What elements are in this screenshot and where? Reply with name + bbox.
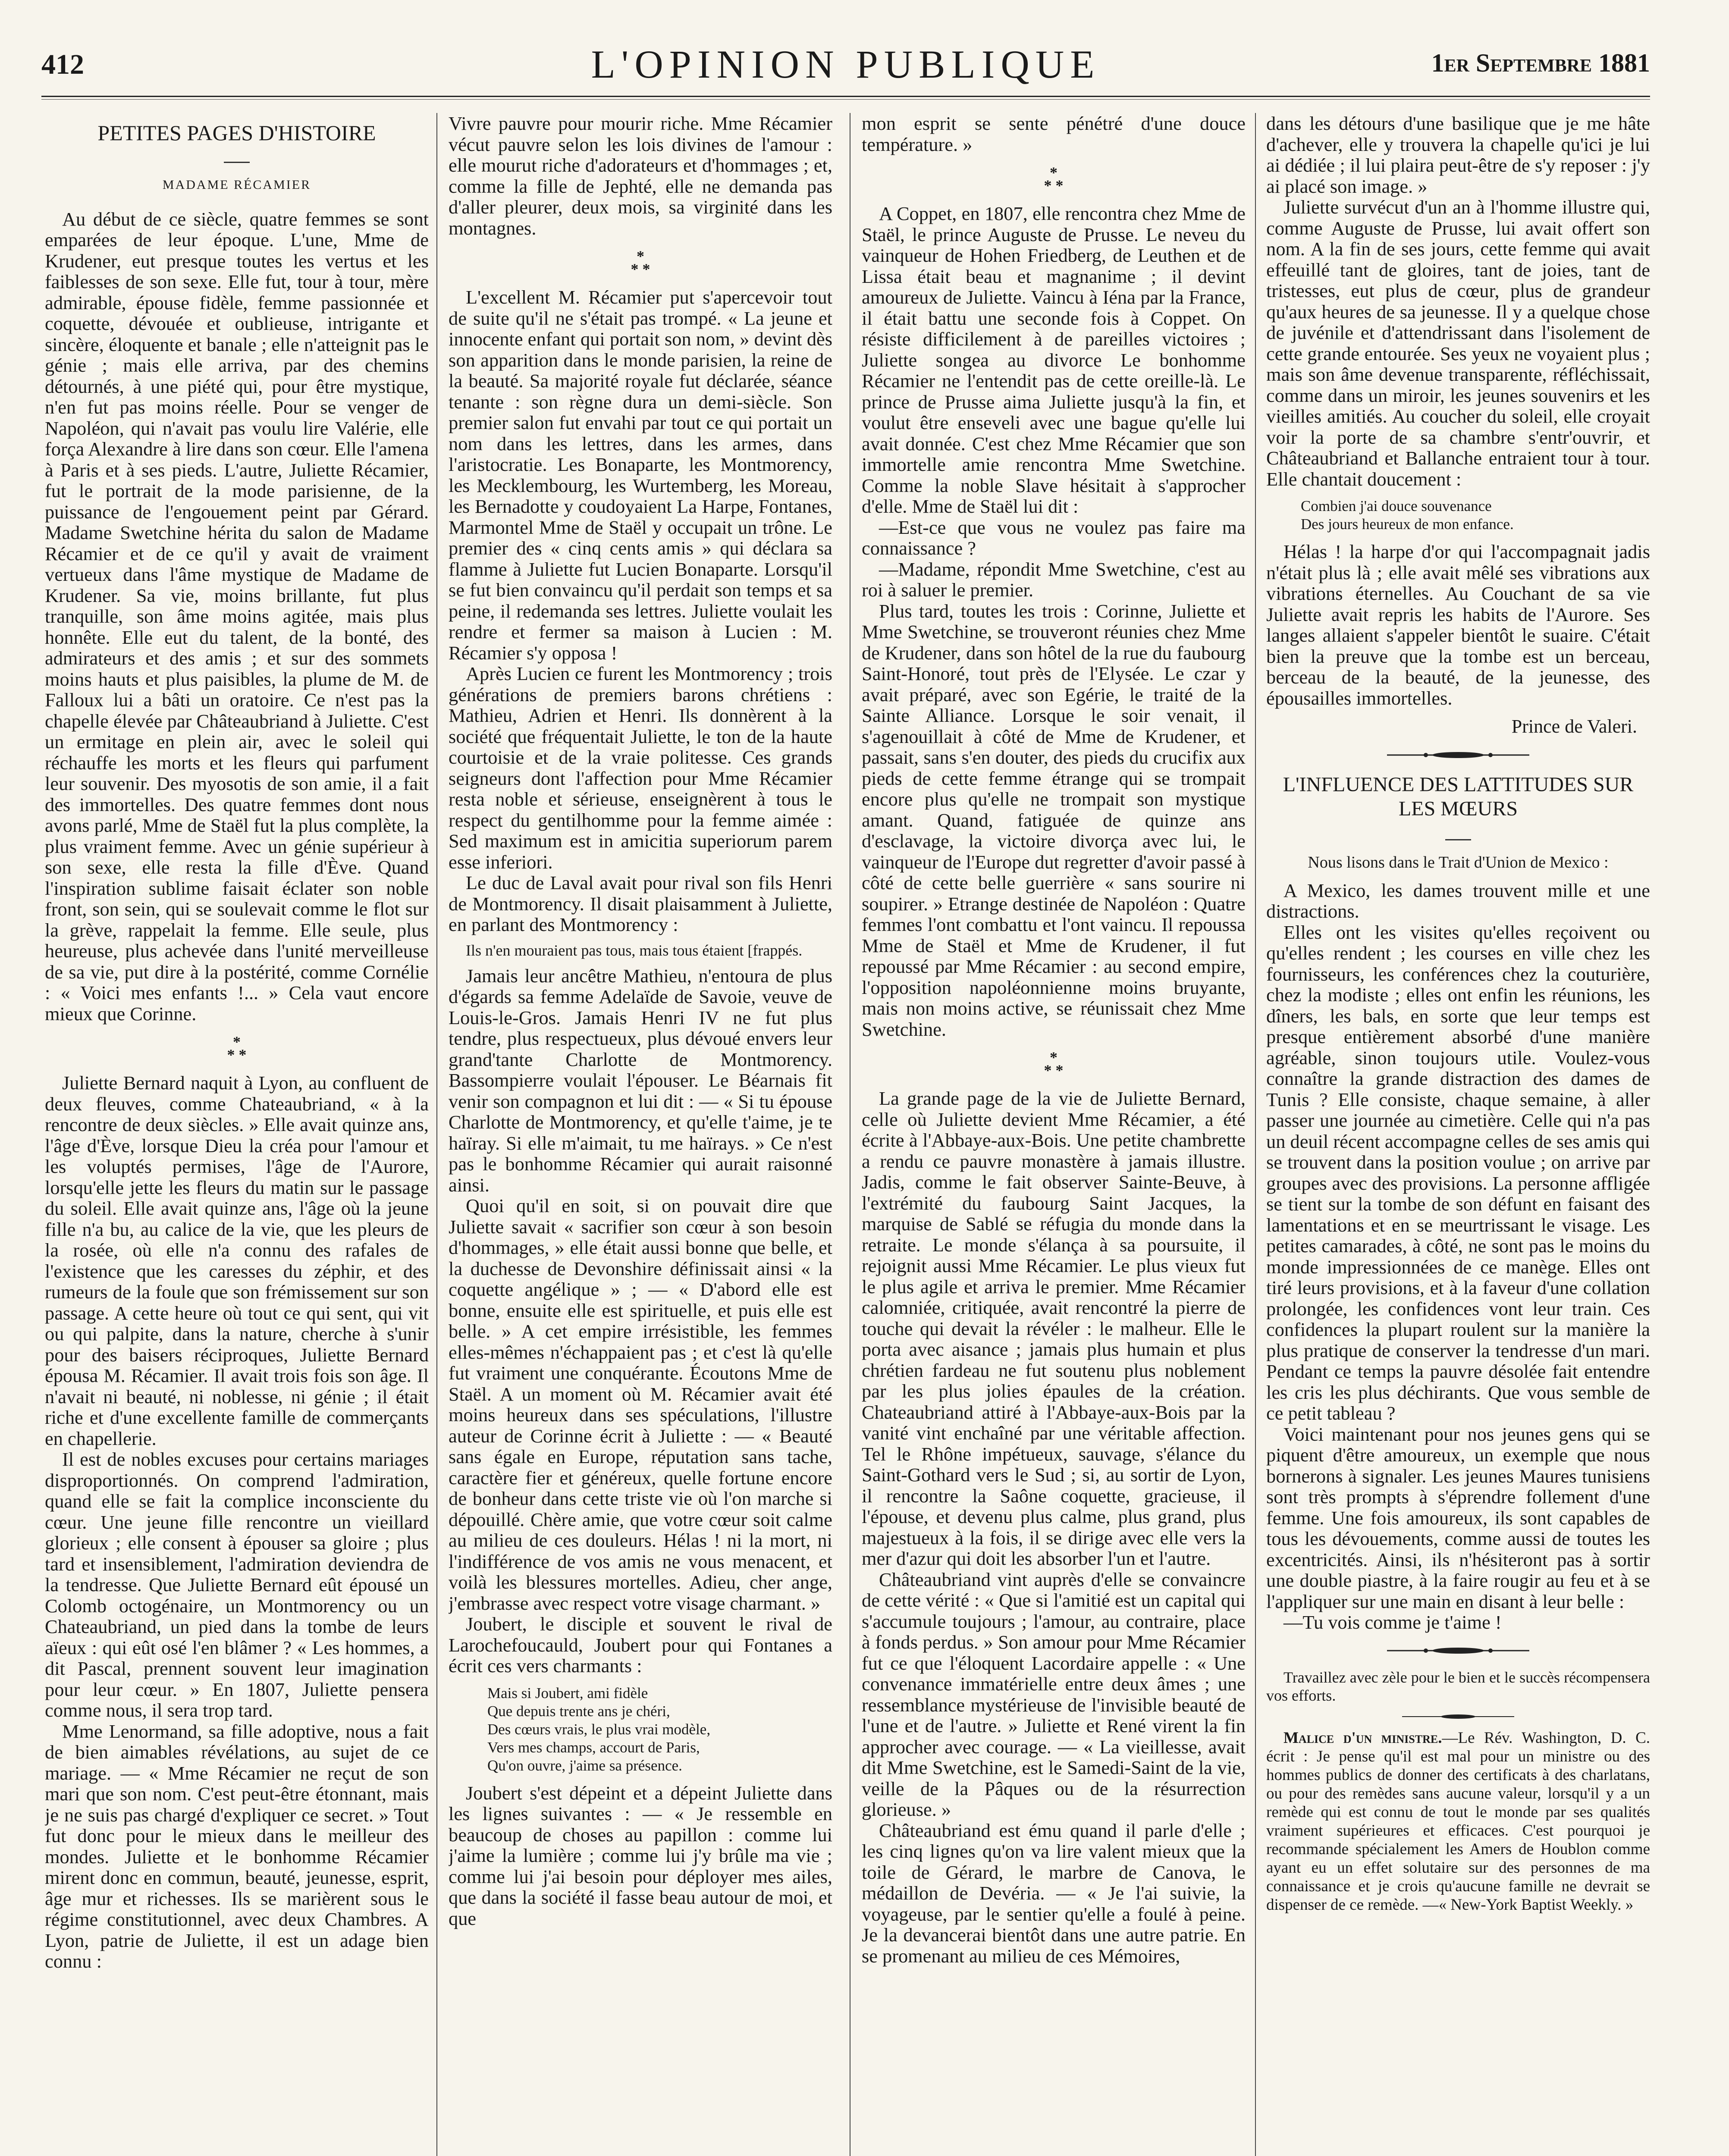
section-separator: * * * <box>227 1033 247 1063</box>
paragraph: Châteaubriand vint auprès d'elle se convaincre de cette vérité : « Que si l'amitié est un capital qui s'accumule toujours ; l'amour, au contraire, place à fonds perdus. » Son amour pour Mme Récamier fut ce que l'éloquent Lacordaire appelle : « Une convenance immatérielle entre deux âmes ; une ressemblance mystérieuse de l'invisible beauté de l'une et de l'autre. » Juliette et René virent la fin approcher avec courage. — « La vieillesse, avait dit Mme Swetchine, est le Samedi-Saint de la vie, veille de la Pâques ou de la résurrection glorieuse. » <box>862 1568 1246 1820</box>
paragraph: Juliette survécut d'un an à l'homme illustre qui, comme Auguste de Prusse, lui avait offert son nom. A la fin de ses jours, cette femme qui avait effeuillé tant de gloires, tant de joies, tant de tristesses, eut plus de cœur, plus de grandeur qu'aux heures de sa jeunesse. Il y a quelque chose de juvénile et d'attendrissant dans l'isolement de cette grande entourée. Ses yeux ne voyaient plus ; mais son âme devenue transparente, réfléchissait, comme dans un miroir, les jeunes souvenirs et les vieilles amitiés. Au coucher du soleil, elle croyait voir la porte de sa chambre s'entr'ouvrir, et Châteaubriand et Ballanche entraient tour à tour. Elle chantait doucement : <box>1266 196 1650 490</box>
column-divider <box>436 113 437 2156</box>
paragraph: La grande page de la vie de Juliette Bernard, celle où Juliette devient Mme Récamier, a été écrite à l'Abbaye-aux-Bois. Une petite chambrette a rendu ce pauvre monastère à jamais illustre. Jadis, comme le fait observer Sainte-Beuve, à l'extrémité du faubourg Saint Jacques, la marquise de Sablé se réfugia du monde dans la retraite. Le monde s'élança à sa poursuite, il rejoignit aussi Mme Récamier. Le plus vieux fut le plus agile et arriva le premier. Mme Récamier calomniée, critiquée, avait rencontré la pierre de touche qui devait la révéler : le malheur. Elle le porta avec aisance ; jamais plus humain et plus chrétien fardeau ne fut soutenu plus noblement par les plus jolies épaules de la création. Chateaubriand attiré à l'Abbaye-aux-Bois par la vanité vint enchaîné par une véritable affection. Tel le Rhône impétueux, sauvage, s'élance du Saint-Gothard vers le Sud ; si, au sortir de Lyon, il rencontre la Saône coquette, gracieuse, il l'épouse, et devenu plus calme, plus grand, plus majestueux à la fois, il se dirige avec elle vers la mer d'azur qui doit les absorber l'un et l'autre. <box>862 1087 1246 1569</box>
paragraph: A Mexico, les dames trouvent mille et une distractions. <box>1266 879 1650 922</box>
paragraph: Il est de nobles excuses pour certains mariages disproportionnés. On comprend l'admiration, quand elle se fait la complice inconsciente du cœur. Une jeune fille rencontre un vieillard glorieux ; elle consent à épouser sa gloire ; plus tard et insensiblement, l'admiration deviendra de la tendresse. Que Juliette Bernard eût épousé un Colomb octogénaire, un Montmorency ou un Chateaubriand, un pied dans la tombe de leurs aïeux : qui eût osé l'en blâmer ? « Les hommes, a dit Pascal, prennent souvent leur imagination pour leur cœur. » En 1807, Juliette pensera comme nous, il sera trop tard. <box>45 1448 429 1721</box>
column-4 <box>1266 113 1650 2156</box>
ornament-rule-icon <box>1402 1713 1514 1720</box>
poem-line: Des cœurs vrais, le plus vrai modèle, <box>487 1720 711 1738</box>
paragraph: Elles ont les visites qu'elles reçoivent ou qu'elles rendent ; les courses en ville chez les fournisseurs, les conférences chez la couturière, chez la modiste ; elles ont enfin les réunions, les dîners, les bals, en sorte que leur temps est presque entièrement absorbé d'une manière agréable, sinon toujours utile. Voulez-vous connaître la grande distraction des dames de Tunis ? Elle consiste, chaque semaine, à aller passer une journée au cimetière. Celle qui n'a pas un deuil récent accompagne celles de ses amis qui se trouvent dans la position voulue ; on arrive par groupes avec des provisions. La personne affligée se tient sur la tombe de son défunt en faisant des lamentations et en se meurtrissant le visage. Les petites camarades, à côté, ne sont pas le moins du monde impressionnées de ce manège. Elles ont tiré leurs provisions, et à la faveur d'une collation prolongée, les confidences vont leur train. Ces confidences la plupart roulent sur la manière la plus pratique de conserver la tendresse d'un mari. Pendant ce temps la pauvre désolée fait entendre les cris les plus déchirants. Que vous semble de ce petit tableau ? <box>1266 921 1650 1424</box>
paragraph: Au début de ce siècle, quatre femmes se sont emparées de leur époque. L'une, Mme de Krudener, eut presque toutes les vertus et les faiblesses de son sexe. Elle fut, tour à tour, mère admirable, épouse fidèle, femme passionnée et coquette, dévouée et oublieuse, intrigante et sincère, éloquente et banale ; elle n'atteignit pas le génie ; mais elle arriva, par des chemins détournés, à une piété qui, pour être mystique, n'en fut pas moins réelle. Pour se venger de Napoléon, qui n'avait pas voulu lire Valérie, elle força Alexandre à lire dans son cœur. Elle l'amena à Paris et à ses pieds. L'autre, Juliette Récamier, fut le portrait de la mode parisienne, de la puissance de l'engouement peint par Gérard. Madame Swetchine hérita du salon de Madame Récamier et de ce qu'il y avait de vraiment vertueux dans l'âme mystique de Madame de Krudener. Sa vie, moins brillante, fut plus tranquille, son âme moins agitée, mais plus honnête. Elle eut du talent, de la bonté, des admirateurs et des amis ; et sur des sommets moins hauts et plus paisibles, la plume de M. de Falloux lui a bâti un oratoire. Ce n'est pas la chapelle élevée par Châteaubriand à Juliette. C'est un ermitage en plein air, avec le soleil qui réchauffe les morts et les fleurs qui parfument leur souvenir. Des myosotis de son amie, il a fait des immortelles. Des quatre femmes dont nous avons parlé, Mme de Staël fut la plus complète, la plus vraiment femme. Avec un génie supérieur à son sexe, elle resta la fille d'Ève. Quand l'inspiration sublime faisait éclater son noble front, son sein, qui se soulevait comme le flot sur la grève, rappelait la femme. Elle seule, plus heureuse, plus achevée dans l'unité merveilleuse de sa vie, put dire à la postérité, comme Cornélie : « Voici mes enfants !... » Cela vaut encore mieux que Corinne. <box>45 208 429 1025</box>
paragraph: Plus tard, toutes les trois : Corinne, Juliette et Mme Swetchine, se trouveront réunies chez Mme de Krudener, dans son hôtel de la rue du faubourg Saint-Honoré, tout près de l'Elysée. Le czar y avait préparé, avec son Egérie, le traité de la Sainte Alliance. Lorsque le soir venait, il s'agenouillait à côté de Mme de Krudener, et passait, sans s'en douter, des pieds du crucifix aux pieds de cette femme étrange qui se trompait encore plus qu'elle ne trompait son mystique amant. Quand, fatiguée de quinze ans d'esclavage, la victoire divorça avec lui, le vainqueur de l'Europe dut regretter d'avoir passé à côté de cette belle guerrière « sans sourire ni soupirer. » Etrange destinée de Napoléon : Quatre femmes l'ont combattu et l'ont vaincu. Il repoussa Mme de Staël et Mme de Krudener, il fut repoussé par Mme Récamier : au second empire, l'opposition napoléonnienne moins bruyante, mais non moins active, se réunissait chez Mme Swetchine. <box>862 600 1246 1040</box>
article-title: L'INFLUENCE DES LATTITUDES SUR LES MŒURS <box>1283 773 1634 820</box>
poem-line: Qu'on ouvre, j'aime sa présence. <box>487 1757 682 1774</box>
column-3 <box>862 113 1246 2156</box>
poem <box>487 1684 832 1775</box>
article-title: PETITES PAGES D'HISTOIRE <box>97 121 376 145</box>
newspaper-title: L'OPINION PUBLIQUE <box>591 42 1101 86</box>
ornamental-divider <box>1266 1646 1650 1655</box>
column-divider <box>1255 113 1256 2156</box>
paragraph: Châteaubriand est ému quand il parle d'elle ; les cinq lignes qu'on va lire valent mieux que la toile de Gérard, le marbre de Canova, le médaillon de Devéria. — « Je l'ai suivie, la voyageuse, par le sentier qu'elle a foulé à peine. Je la devancerai bientôt dans une autre patrie. En se promenant au milieu de ces Mémoires, <box>862 1819 1246 1967</box>
verse-quote: Ils n'en mouraient pas tous, mais tous étaient [frappés. <box>466 941 803 959</box>
item-text: —Le Rév. Washington, D. C. écrit : Je pense qu'il est mal pour un ministre ou des hommes publics de donner des certificats à des charlatans, ou pour des remèdes sans aucune valeur, lorsqu'il y a un remède qui est connu de tout le monde par ses qualités vraiment supérieures et efficaces. C'est pourquoi je recommande spécialement les Amers de Houblon comme ayant eu un effet solutaire sur des personnes de ma connaissance et je crois qu'aucune famille ne devrait se dispenser de ce remède. —« New-York Baptist Weekly. » <box>1266 1729 1650 1914</box>
item-heading: Malice d'un ministre. <box>1283 1729 1442 1747</box>
paragraph: Juliette Bernard naquit à Lyon, au confluent de deux fleuves, comme Chateaubriand, « à la rencontre de deux siècles. » Elle avait quinze ans, l'âge d'Ève, lorsque Dieu la créa pour l'amour et les voluptés permises, l'âge de l'Aurore, lorsqu'elle jette les fleurs du matin sur le passage du soleil. Elle avait quinze ans, l'âge où la jeune fille n'a bu, au calice de la vie, que les pleurs de la rosée, où elle n'a connu des rafales de l'existence que les caresses du zéphir, et des rumeurs de la foule que son frémissement sur son passage. A cette heure où tout ce qui sent, qui vit ou qui palpite, dans la nature, cherche à s'unir pour des baisers réciproques, Juliette Bernard épousa M. Récamier. Il avait trois fois son âge. Il n'avait ni beauté, ni noblesse, ni génie ; il était riche et d'une excellente famille de commerçants en chapellerie. <box>45 1072 429 1449</box>
paragraph: —Madame, répondit Mme Swetchine, c'est au roi à saluer le premier. <box>862 558 1246 601</box>
title-dash <box>1266 824 1650 845</box>
paragraph: Joubert s'est dépeint et a dépeint Juliette dans les lignes suivantes : — « Je ressemble en beaucoup de choses au papillon : comme lui j'aime la lumière ; comme lui j'y brûle ma vie ; comme lui j'ai besoin pour déployer mes ailes, que dans la société il fasse beau autour de moi, et que <box>449 1782 832 1929</box>
poem-line: Mais si Joubert, ami fidèle <box>487 1684 648 1702</box>
paragraph: Mme Lenormand, sa fille adoptive, nous a fait de bien aimables révélations, au sujet de ce mariage. — « Mme Récamier ne reçut de son mari que son nom. C'est peut-être étonnant, mais je ne suis pas chargé d'expliquer ce secret. » Tout fut donc pour le mieux dans le meilleur des mondes. Juliette et le bonhomme Récamier mirent donc en commun, beauté, jeunesse, esprit, âge mur et richesses. Ils se marièrent sous le régime constitutionnel, avec deux Chambres. A Lyon, patrie de Juliette, il est un adage bien connu : <box>45 1720 429 1972</box>
paragraph: Voici maintenant pour nos jeunes gens qui se piquent d'être amoureux, un exemple que nous bornerons à signaler. Les jeunes Maures tunisiens sont très prompts à s'éprendre follement d'une femme. Une fois amoureux, ils sont capables de tous les dévouements, comme aussi de toutes les excentricités. Ainsi, ils n'hésiteront pas à sortir une double piastre, à la faire rougir au feu et à se l'appliquer sur une main en disant à leur belle : <box>1266 1423 1650 1612</box>
author-signature: Prince de Valeri. <box>1511 716 1637 737</box>
title-dash <box>45 146 429 167</box>
paragraph: —Tu vois comme je t'aime ! <box>1283 1611 1502 1633</box>
article-intro: Nous lisons dans le Trait d'Union de Mexico : <box>1308 853 1609 871</box>
ornamental-divider <box>1266 750 1650 760</box>
poem-line: Vers mes champs, accourt de Paris, <box>487 1739 700 1756</box>
ornament-rule-icon <box>1387 750 1529 760</box>
ornament-rule-icon <box>1387 1646 1529 1655</box>
paragraph: Hélas ! la harpe d'or qui l'accompagnait jadis n'était plus là ; elle avait mêlé ses vibrations aux vibrations éternelles. Au Couchant de sa vie Juliette avait repris les habits de l'Aurore. Ses langes allaient s'appeler bientôt le suaire. C'était bien la preuve que la tombe est un berceau, berceau de la beauté, de la jeunesse, des épousailles immortelles. <box>1266 541 1650 709</box>
section-separator: * * * <box>1044 164 1064 194</box>
paragraph: Quoi qu'il en soit, si on pouvait dire que Juliette savait « sacrifier son cœur à son besoin d'hommages, » elle était aussi bonne que belle, et la duchesse de Devonshire définissait ainsi « la coquette angélique » ; — « D'abord elle est bonne, ensuite elle est spirituelle, et puis elle est belle. » A cet empire irrésistible, les femmes elles-mêmes n'échappaient pas ; et c'est là qu'elle fut vraiment une conquérante. Écoutons Mme de Staël. A un moment où M. Récamier avait été moins heureux dans ses spéculations, l'illustre auteur de Corinne écrit à Juliette : — « Beauté sans égale en Europe, réputation sans tache, caractère fier et généreux, quelle fortune encore de bonheur dans cette triste vie où l'on marche si dépouillé. Chère amie, que votre cœur soit calme au milieu de ces douleurs. Hélas ! ni la mort, ni l'indifférence de vos amis ne vous menacent, et voilà les blessures mortelles. Adieu, cher ange, j'embrasse avec respect votre visage charmant. » <box>449 1195 832 1614</box>
issue-date: 1er Septembre 1881 <box>1431 49 1650 77</box>
paragraph: Jamais leur ancêtre Mathieu, n'entoura de plus d'égards sa femme Adelaïde de Savoie, veuve de Louis-le-Gros. Jamais Henri IV ne fut plus tendre, plus respectueux, plus dévoué envers leur grand'tante Charlotte de Montmorency. Bassompierre voulait l'épouser. Le Béarnais fit venir son compagnon et lui dit : — « Si tu épouse Charlotte de Montmorency, et qu'elle t'aime, je te haïray. Si elle m'aimait, tu me haïrays. » Ce n'est pas le bonhomme Récamier qui aurait raisonné ainsi. <box>449 965 832 1196</box>
paragraph: Joubert, le disciple et souvent le rival de Larochefoucauld, Joubert pour qui Fontanes a écrit ces vers charmants : <box>449 1613 832 1677</box>
paragraph: —Est-ce que vous ne voulez pas faire ma connaissance ? <box>862 516 1246 559</box>
paragraph: L'excellent M. Récamier put s'apercevoir tout de suite qu'il ne s'était pas trompé. « La jeune et innocente enfant qui portait son nom, » devint dès son apparition dans le monde parisien, la reine de la beauté. Sa majorité royale fut déclarée, séance tenante : son règne dura un demi-siècle. Son premier salon fut envahi par tout ce qui portait un nom dans les lettres, dans les armes, dans l'aristocratie. Les Bonaparte, les Montmorency, les Mecklembourg, les Wurtemberg, les Moreau, les Bernadotte y coudoyaient La Harpe, Fontanes, Marmontel Mme de Staël y occupait un trône. Le premier des « cinq cents amis » qui déclara sa flamme à Juliette fut Lucien Bonaparte. Lorsqu'il se fut bien convaincu qu'il perdait son temps et sa peine, il redemanda ses lettres. Juliette voulait les rendre et fermer sa maison à Lucien : M. Récamier s'y opposa ! <box>449 286 832 664</box>
poem-line: Des jours heureux de mon enfance. <box>1301 516 1514 533</box>
page-number: 412 <box>41 49 84 80</box>
header-rule-thin <box>41 99 1650 100</box>
page-header <box>41 40 1650 87</box>
article-subtitle: MADAME RÉCAMIER <box>162 178 311 192</box>
paragraph: mon esprit se sente pénétré d'une douce température. » <box>862 113 1246 155</box>
paragraph: Le duc de Laval avait pour rival son fils Henri de Montmorency. Il disait plaisamment à Juliette, en parlant des Montmorency : <box>449 872 832 935</box>
paragraph: Vivre pauvre pour mourir riche. Mme Récamier vécut pauvre selon les lois divines de l'amour : elle mourut riche d'adorateurs et d'hommages ; et, comme la fille de Jephté, elle ne demanda pas d'aller pleurer, deux mois, sa virginité dans les montagnes. <box>449 113 832 239</box>
paragraph: A Coppet, en 1807, elle rencontra chez Mme de Staël, le prince Auguste de Prusse. Le neveu du vainqueur de Hohen Friedberg, de Leuthen et de Lissa était beau et magnanime ; il devint amoureux de Juliette. Vaincu à Iéna par la France, il était battu une seconde fois à Coppet. On résiste difficilement à de pareilles victoires ; Juliette songea au divorce Le bonhomme Récamier ne l'entendit pas de cette oreille-là. Le prince de Prusse aima Juliette jusqu'à la fin, et voulut être enseveli avec une bague qu'elle lui avait donnée. C'est chez Mme Récamier que son immortelle amie rencontra Mme Swetchine. Comme la noble Slave hésitait à s'approcher d'elle. Mme de Staël lui dit : <box>862 203 1246 517</box>
header-rule <box>41 96 1650 97</box>
section-separator: * * * <box>1044 1049 1064 1079</box>
proverb: Travaillez avec zèle pour le bien et le succès récompensera vos efforts. <box>1266 1668 1650 1704</box>
paragraph: dans les détours d'une basilique que je me hâte d'achever, elle y trouvera la chapelle qu'ici je lui ai dédiée ; il lui plaira peut-être de s'y reposer : j'y ai placé son image. » <box>1266 113 1650 197</box>
poem-line: Combien j'ai douce souvenance <box>1301 498 1492 514</box>
paragraph <box>1266 1729 1650 1914</box>
column-1 <box>45 113 429 2156</box>
song-lyrics <box>1301 497 1650 533</box>
section-separator: * * * <box>631 248 650 278</box>
ornamental-divider <box>1266 1713 1650 1720</box>
poem-line: Que depuis trente ans je chéri, <box>487 1702 670 1720</box>
paragraph: Après Lucien ce furent les Montmorency ; trois générations de premiers barons chrétiens : Mathieu, Adrien et Henri. Ils donnèrent à la société que fréquentait Juliette, le ton de la haute courtoisie et de la vraie politesse. Ces grands seigneurs dont l'affection pour Mme Récamier resta noble et sérieuse, enseignèrent à tous le respect du gentilhomme pour la femme aimée : Sed maximum est in amicitia superiorum parem esse inferiori. <box>449 663 832 873</box>
column-2 <box>449 113 832 2156</box>
